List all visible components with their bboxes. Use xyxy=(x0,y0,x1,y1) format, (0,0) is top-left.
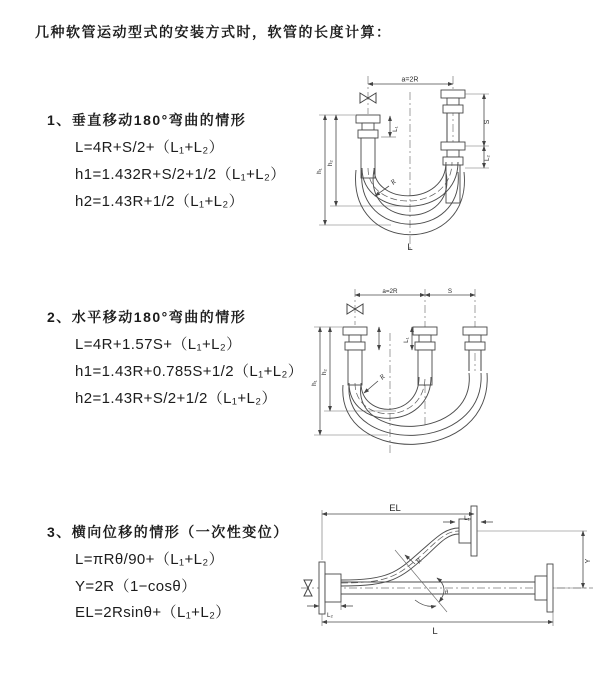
dim-label-a2r: a=2R xyxy=(382,287,398,295)
curved-hose-displaced-position xyxy=(341,506,477,586)
section2-formula-h1: h1=1.43R+0.785S+1/2（L₁+L₂） xyxy=(75,363,304,380)
dim-label-s: S xyxy=(447,287,453,295)
left-flange xyxy=(319,562,341,614)
centerlines xyxy=(355,289,475,455)
section3-heading: 3、横向位移的情形（一次性变位） xyxy=(47,524,289,540)
dim-label-h1: h₁ xyxy=(311,380,318,386)
section2-formula-L: L=4R+1.57S+（L₁+L₂） xyxy=(75,336,242,353)
hose-arcs xyxy=(343,373,487,444)
section2-formula-h2: h2=1.43R+S/2+1/2（L₁+L₂） xyxy=(75,390,277,407)
dim-label-l1: L₁ xyxy=(464,515,470,522)
diagram1-svg xyxy=(305,70,520,255)
radius-leader xyxy=(364,381,378,393)
dim-label-r: R xyxy=(389,177,398,187)
dim-label-l1: L₁ xyxy=(403,337,410,343)
section1-formula-h2: h2=1.43R+1/2（L₁+L₂） xyxy=(75,193,245,210)
dimension-L xyxy=(322,612,553,626)
dim-label-s: S xyxy=(484,119,491,125)
dim-label-y: Y xyxy=(585,558,592,564)
dimension-h1 xyxy=(319,115,391,225)
section1-heading: 1、垂直移动180°弯曲的情形 xyxy=(47,112,247,128)
dim-label-theta: θ xyxy=(445,589,449,596)
section1-formula-L: L=4R+S/2+（L₁+L₂） xyxy=(75,139,225,156)
dim-label-h2: h₂ xyxy=(327,160,334,166)
section3-formula-Y: Y=2R（1−cosθ） xyxy=(75,578,197,595)
dimension-EL xyxy=(322,510,474,560)
dim-label-r: R xyxy=(414,556,424,566)
dim-label-h2: h₂ xyxy=(321,369,328,375)
dim-label-l: L xyxy=(407,242,413,253)
diagram2-svg xyxy=(300,285,525,465)
angle-construction xyxy=(395,550,447,612)
radius-leader xyxy=(375,186,389,196)
diagram-horizontal-180-bend xyxy=(300,285,525,465)
diagram-vertical-180-bend xyxy=(305,70,520,255)
dimension-Y xyxy=(477,531,587,588)
centerlines xyxy=(368,76,453,252)
section2-heading: 2、水平移动180°弯曲的情形 xyxy=(47,309,247,325)
dim-label-l2: L₂ xyxy=(484,155,491,161)
radius-leader xyxy=(405,555,415,564)
dim-label-l2: L₂ xyxy=(327,612,333,619)
left-flange-fitting xyxy=(343,327,367,385)
dim-label-l1: L₁ xyxy=(392,126,399,132)
middle-flange-fitting xyxy=(413,327,437,385)
section3-formula-EL: EL=2Rsinθ+（L₁+L₂） xyxy=(75,604,231,621)
diagram3-svg xyxy=(295,500,600,640)
dim-label-l: L xyxy=(432,626,438,637)
dim-label-h1: h₁ xyxy=(316,168,323,174)
dim-label-el: EL xyxy=(389,503,401,514)
dimension-L2 xyxy=(307,602,353,610)
dim-label-a2r: a=2R xyxy=(401,76,419,84)
diagram-lateral-displacement xyxy=(295,500,600,640)
right-flange-fittings xyxy=(441,90,465,203)
section1-formula-h1: h1=1.432R+S/2+1/2（L₁+L₂） xyxy=(75,166,286,183)
dim-label-r: R xyxy=(378,372,387,382)
section3-formula-L: L=πRθ/90+（L₁+L₂） xyxy=(75,551,224,568)
page-title: 几种软管运动型式的安装方式时，软管的长度计算： xyxy=(35,24,392,40)
